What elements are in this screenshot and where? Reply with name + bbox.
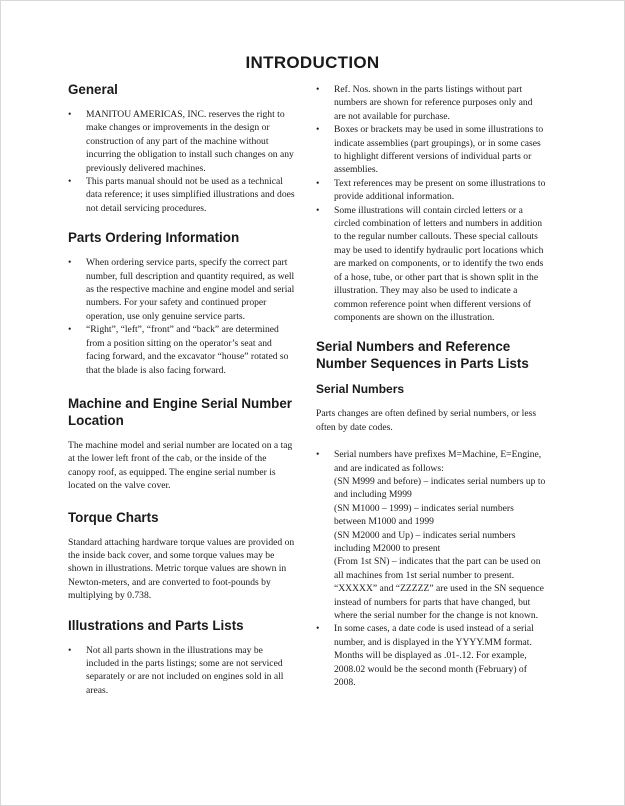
list-item: • When ordering service parts, specify the correct part number, full description and quantity required, as well as the respective machine and engine model and serial numbers. For your safety and continued proper operation, use only genuine service parts. [68,256,296,323]
reference-list [316,83,546,324]
heading-torque-charts: Torque Charts [68,509,159,525]
section-illustrations [68,617,296,698]
left-column [68,81,296,711]
list-item: • Some illustrations will contain circled letters or a circled combination of letters and numbers in addition to the regular number callouts. These special callouts may be used to identify hydraulic port locations which are marked on components, or to identify the two ends of a hose, tube, or other part that is shown split in the illustration. They may also be used to indicate a common reference point when different versions of components are shown on the illustration. [316,204,546,325]
serial-location-text: The machine model and serial number are located on a tag at the lower left front of the cab, or the inside of the canopy roof, as equipped. The engine serial number is located on the valve cover. [68,439,293,492]
list-item: • Not all parts shown in the illustrations may be included in the parts listings; some are not serviced separately or are not included on engines sold in all areas. [68,644,296,698]
illustrations-list [68,644,296,698]
list-item: • MANITOU AMERICAS, INC. reserves the right to make changes or improvements in the design or construction of any part of the machine without incurring the obligation to install such changes on any previously delivered machines. [68,108,296,175]
parts-ordering-list [68,256,296,377]
section-torque-charts [68,509,296,603]
section-serial-sequences [316,338,546,689]
list-item: • Ref. Nos. shown in the parts listings without part numbers are shown for reference purposes only and are not available for purchase. [316,83,546,123]
section-general [68,81,296,215]
general-list [68,108,296,215]
right-column [316,83,546,703]
heading-parts-ordering: Parts Ordering Information [68,230,240,246]
list-item: • Serial numbers have prefixes M=Machine, E=Engine, and are indicated as follows: (SN M999 and before) – indicates serial numbers up to and including M999 (SN M1000 – 1999) – indicates serial numbers between M1000 and 1999 (SN M2000 and Up) – indicates serial numbers including M2000 to present (From 1st SN) – indicates that the part can be used on all machines from 1st serial number to present. “XXXXX” and “ZZZZZ” are used in the SN sequence instead of numbers for parts that have changed, but where the serial number for the change is not known. [316,448,546,622]
list-item: • Boxes or brackets may be used in some illustrations to indicate assemblies (part groupings), or in some cases to highlight different versions of individual parts or assemblies. [316,123,546,177]
heading-illustrations: Illustrations and Parts Lists [68,617,244,633]
serial-list [316,448,546,689]
heading-general: General [68,82,118,97]
section-serial-location [68,395,296,493]
heading-serial-location: Machine and Engine Serial Number Location [68,395,292,428]
list-item: • Text references may be present on some illustrations to provide additional information. [316,177,546,204]
torque-text: Standard attaching hardware torque values are provided on the inside back cover, and some torque values may be shown in illustrations. Metric torque values are shown in Newton-meters, and are converted to foot-pounds by multiplying by 0.738. [68,536,295,602]
page-title: INTRODUCTION [245,53,380,72]
serial-intro-text: Parts changes are often defined by serial numbers, or less often by date codes. [316,408,537,433]
heading-serial-sequences: Serial Numbers and Reference Number Sequences in Parts Lists [316,339,529,372]
list-item: • This parts manual should not be used as a technical data reference; it uses simplified illustrations and does not detail servicing procedures. [68,175,296,215]
list-item: • “Right”, “left”, “front” and “back” are determined from a position sitting on the operator’s seat and facing forward, and the excavator “house” rotated so that the blade is also facing forward. [68,323,296,377]
list-item: • In some cases, a date code is used instead of a serial number, and is displayed in the YYYY.MM format. Months will be displayed as .01-.12. For example, 2008.02 would be the second month (February) of 2008. [316,622,546,689]
section-parts-ordering [68,229,296,377]
subheading-serial-numbers: Serial Numbers [316,382,405,397]
